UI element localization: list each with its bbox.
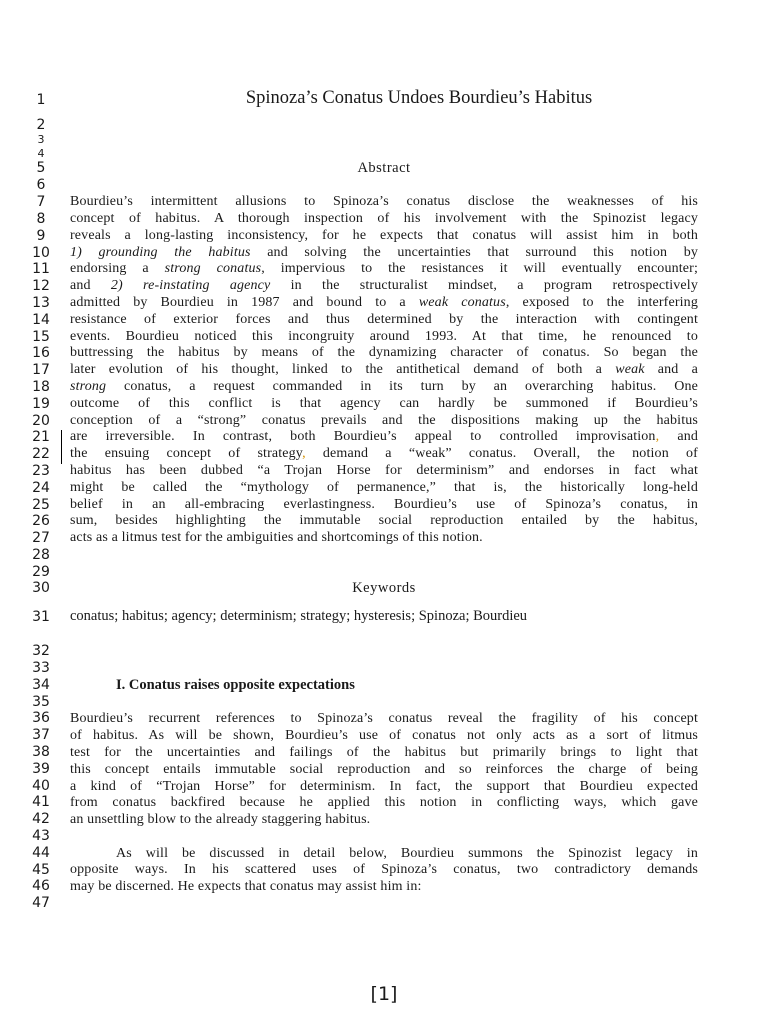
line-number: 40 xyxy=(32,778,50,794)
abstract-line xyxy=(70,245,698,262)
text-span: and a xyxy=(644,362,699,377)
line-number: 2 xyxy=(36,117,46,133)
line-number: 9 xyxy=(36,228,46,244)
line-number: 14 xyxy=(32,312,50,328)
emphasis: strong conatus xyxy=(164,261,262,276)
line-number: 12 xyxy=(32,278,50,294)
text-span: endorsing a xyxy=(70,261,165,276)
line-number: 41 xyxy=(32,794,50,810)
line-number: 13 xyxy=(32,295,50,311)
line-number: 4 xyxy=(37,147,45,160)
line-number: 11 xyxy=(32,261,50,277)
body-line: may be discerned. He expects that conatus may assist him in: xyxy=(70,879,422,894)
line-number: 39 xyxy=(32,761,50,777)
line-number: 19 xyxy=(32,396,50,412)
line-number: 27 xyxy=(32,530,50,546)
abstract-line xyxy=(70,379,698,396)
body-line: test for the uncertainties and failings of the habitus but primarily brings to light that xyxy=(70,745,698,760)
body-line: from conatus backfired because he applied this notion in conflicting ways, which gave xyxy=(70,795,698,810)
line-number: 1 xyxy=(36,92,46,108)
abstract-line: Bourdieu’s intermittent allusions to Spinoza’s conatus disclose the weaknesses of his xyxy=(70,194,698,209)
text-span: demand a “weak” conatus. Overall, the notion of xyxy=(305,446,698,461)
line-number: 8 xyxy=(36,211,46,227)
abstract-line: belief in an all-embracing everlastingness. Bourdieu’s use of Spinoza’s conatus, in xyxy=(70,497,698,512)
keywords-list: conatus; habitus; agency; determinism; strategy; hysteresis; Spinoza; Bourdieu xyxy=(70,608,528,624)
revision-mark: , xyxy=(302,446,306,461)
line-number: 38 xyxy=(32,744,50,760)
line-number: 28 xyxy=(32,547,50,563)
line-number: 20 xyxy=(32,413,50,429)
emphasis: strong xyxy=(70,379,107,394)
line-number: 34 xyxy=(32,677,50,693)
line-number: 3 xyxy=(37,133,45,146)
body-line: opposite ways. In his scattered uses of Spinoza’s conatus, two contradictory demands xyxy=(70,862,698,877)
line-number: 43 xyxy=(32,828,50,844)
line-number: 18 xyxy=(32,379,50,395)
change-bar xyxy=(61,430,62,464)
line-number: 25 xyxy=(32,497,50,513)
text-span: , impervious to the resistances it will eventually encounter; xyxy=(261,261,699,276)
line-number: 35 xyxy=(32,694,50,710)
revision-mark: , xyxy=(655,429,660,444)
body-line: an unsettling blow to the already staggering habitus. xyxy=(70,812,371,827)
page-number: [1] xyxy=(370,983,398,1005)
section-heading: I. Conatus raises opposite expectations xyxy=(116,677,355,693)
emphasis: 2) re-instating agency xyxy=(110,278,271,293)
emphasis: weak xyxy=(615,362,645,377)
line-number: 30 xyxy=(32,580,50,596)
abstract-line: acts as a litmus test for the ambiguities and shortcomings of this notion. xyxy=(70,530,483,545)
line-number: 42 xyxy=(32,811,50,827)
line-number: 29 xyxy=(32,564,50,580)
abstract-line xyxy=(70,362,698,379)
abstract-line: conception of a “strong” conatus prevails and the dispositions making up the habitus xyxy=(70,413,698,428)
text-span: admitted by Bourdieu in 1987 and bound to a xyxy=(70,295,419,310)
line-number: 17 xyxy=(32,362,50,378)
abstract-line xyxy=(70,446,698,463)
body-line: a kind of “Trojan Horse” for determinism. In fact, the support that Bourdieu expected xyxy=(70,779,698,794)
page-title: Spinoza’s Conatus Undoes Bourdieu’s Habitus xyxy=(245,88,593,108)
line-number: 47 xyxy=(32,895,50,911)
line-number: 16 xyxy=(32,345,50,361)
line-number: 36 xyxy=(32,710,50,726)
line-number: 21 xyxy=(32,429,50,445)
emphasis: 1) grounding the habitus xyxy=(70,245,251,260)
abstract-heading: Abstract xyxy=(357,160,411,176)
abstract-line: outcome of this conflict is that agency can hardly be summoned if Bourdieu’s xyxy=(70,396,698,411)
line-number: 10 xyxy=(32,245,50,261)
line-number: 6 xyxy=(36,177,46,193)
abstract-line: habitus has been dubbed “a Trojan Horse for determinism” and endorses in fact what xyxy=(70,463,698,478)
line-number: 33 xyxy=(32,660,50,676)
line-number: 31 xyxy=(32,609,50,625)
text-span: later evolution of his thought, linked to the antithetical demand of both a xyxy=(70,362,616,377)
line-number: 7 xyxy=(36,194,46,210)
text-span: , exposed to the interfering xyxy=(505,295,698,310)
line-number: 15 xyxy=(32,329,50,345)
abstract-line: events. Bourdieu noticed this incongruity around 1993. At that time, he renounced to xyxy=(70,329,698,344)
line-number: 23 xyxy=(32,463,50,479)
abstract-line xyxy=(70,278,698,295)
text-span: in the structuralist mindset, a program retrospectively xyxy=(270,278,698,293)
abstract-line xyxy=(70,261,698,278)
text-span: the ensuing concept of strategy xyxy=(70,446,303,461)
abstract-line: concept of habitus. A thorough inspection of his involvement with the Spinozist legacy xyxy=(70,211,698,226)
line-number: 5 xyxy=(36,160,46,176)
line-number: 45 xyxy=(32,862,50,878)
line-number: 46 xyxy=(32,878,50,894)
body-line: Bourdieu’s recurrent references to Spinoza’s conatus reveal the fragility of his concept xyxy=(70,711,698,726)
abstract-line xyxy=(70,429,698,446)
abstract-line: reveals a long-lasting inconsistency, for he expects that conatus will assist him in both xyxy=(70,228,698,243)
body-line: of habitus. As will be shown, Bourdieu’s use of conatus not only acts as a sort of litmus xyxy=(70,728,698,743)
abstract-line: buttressing the habitus by means of the dynamizing character of conatus. So began the xyxy=(70,345,698,360)
keywords-heading: Keywords xyxy=(352,580,416,596)
line-number: 44 xyxy=(32,845,50,861)
abstract-line: resistance of exterior forces and thus determined by the interaction with contingent xyxy=(70,312,698,327)
text-span: and xyxy=(70,278,111,293)
abstract-line: sum, besides highlighting the immutable social reproduction entailed by the habitus, xyxy=(70,513,698,528)
line-number: 22 xyxy=(32,446,50,462)
text-span: and solving the uncertainties that surround this notion by xyxy=(250,245,698,260)
abstract-line: might be called the “mythology of permanence,” that is, the historically long-held xyxy=(70,480,698,495)
abstract-line xyxy=(70,295,698,312)
body-line: this concept entails immutable social reproduction and so reinforces the charge of being xyxy=(70,762,698,777)
body-line: As will be discussed in detail below, Bourdieu summons the Spinozist legacy in xyxy=(116,846,698,861)
line-number: 32 xyxy=(32,643,50,659)
text-span: conatus, a request commanded in its turn by an overarching habitus. One xyxy=(106,379,698,394)
line-number: 37 xyxy=(32,727,50,743)
text-span: and xyxy=(659,429,698,444)
line-number: 24 xyxy=(32,480,50,496)
line-number: 26 xyxy=(32,513,50,529)
emphasis: weak conatus xyxy=(418,295,506,310)
text-span: are irreversible. In contrast, both Bourdieu’s appeal to controlled improvisation xyxy=(70,429,656,444)
